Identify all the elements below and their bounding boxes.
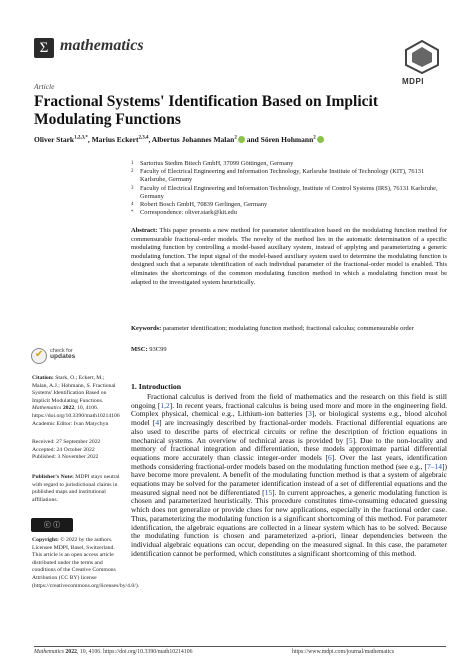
introduction-body xyxy=(131,393,447,558)
citation-label: Citation: xyxy=(32,375,54,381)
publisher-note-text: MDPI stays neutral with regard to jurisdictional claims in published maps and institutional affiliations. xyxy=(32,474,120,503)
affiliation-number: 1 xyxy=(131,161,134,166)
affiliation-item xyxy=(131,201,451,209)
citation-link[interactable]: 6 xyxy=(328,452,332,462)
keywords xyxy=(131,325,447,334)
affiliation-item xyxy=(131,168,451,184)
msc-text: 93C99 xyxy=(149,346,167,353)
publication-dates xyxy=(32,439,120,462)
footer-journal: Mathematics xyxy=(34,649,64,655)
footer-divider xyxy=(34,646,446,647)
copyright xyxy=(32,537,140,590)
author-affiliation-marker: 2,3,4 xyxy=(138,135,149,141)
publisher-note-label: Publisher's Note: xyxy=(32,474,74,480)
footer-citation xyxy=(34,649,193,655)
article-title: Fractional Systems' Identification Based on Implicit Modulating Functions xyxy=(34,93,379,128)
affiliation-item xyxy=(131,160,451,168)
copyright-text: © 2022 by the authors. Licensee MDPI, Basel, Switzerland. This article is an open access article distributed under the terms and conditions of the Creative Commons Attribution (CC BY) license (https://creativecommons.org/licenses/by/4.0/). xyxy=(32,537,140,589)
author-separator: , xyxy=(148,135,152,144)
affiliation-item xyxy=(131,185,451,201)
affiliation-item xyxy=(131,209,451,217)
abstract-label: Abstract: xyxy=(131,227,158,234)
accepted-date: Accepted: 24 October 2022 xyxy=(32,446,95,453)
mdpi-logo-icon xyxy=(404,40,440,74)
published-date: Published: 3 November 2022 xyxy=(32,454,99,461)
section-heading: 1. Introduction xyxy=(131,382,182,391)
citation-link[interactable]: 7–14 xyxy=(427,461,442,471)
bookmark-icon: ✔ xyxy=(35,349,44,360)
publisher-name: MDPI xyxy=(402,77,424,86)
check-for-updates-badge[interactable] xyxy=(31,348,91,366)
author-name[interactable]: Albertus Johannes Malan xyxy=(151,135,235,144)
msc xyxy=(131,346,447,355)
check-updates-text xyxy=(50,348,75,361)
copyright-label: Copyright: xyxy=(32,537,59,543)
affiliation-number: 3 xyxy=(131,185,134,191)
affiliation-text: Faculty of Electrical Engineering and Information Technology, Karlsruhe Institute of Technology (KIT), 76131 Karlsruhe, Germany xyxy=(140,168,425,184)
citation-link[interactable]: 1,2 xyxy=(160,400,170,410)
orcid-icon[interactable] xyxy=(317,136,324,143)
footer-year: 2022 xyxy=(65,649,77,655)
author-name[interactable]: Sören Hohmann xyxy=(260,135,314,144)
cc-by-license-icon[interactable]: ⓒ ⓘ xyxy=(31,518,73,532)
author-separator: , xyxy=(87,135,92,144)
citation-link[interactable]: 15 xyxy=(264,487,273,497)
author-list xyxy=(34,135,454,144)
citation-year: 2022 xyxy=(62,405,75,412)
received-date: Received: 27 September 2022 xyxy=(32,439,101,445)
affiliation-text: Sartorius Stedim Bitech GmbH, 37099 Göttingen, Germany xyxy=(140,160,294,167)
abstract xyxy=(131,227,447,287)
journal-name: mathematics xyxy=(60,37,144,54)
author-separator: and xyxy=(244,135,261,144)
affiliations xyxy=(131,160,451,217)
affiliation-number: 4 xyxy=(131,202,134,208)
journal-logo: Σ xyxy=(34,38,54,58)
citation-link[interactable]: 3 xyxy=(308,409,312,419)
citation-volume[interactable]: , 10, 4106. https://doi.org/10.3390/math10214106 xyxy=(32,405,120,419)
citation-link[interactable]: 4 xyxy=(155,418,160,428)
citation-journal: Mathematics xyxy=(32,405,62,412)
footer-journal-url[interactable]: https://www.mdpi.com/journal/mathematics xyxy=(292,649,395,655)
msc-label: MSC: xyxy=(131,346,148,353)
intro-paragraph: Fractional calculus is derived from the field of mathematics and the research on this field is still ongoing [1,2]. In recent years, fractional calculus is being used more and more in the engineering field. Complex physical, chemical e.g., Lithium-ion batteries [3], or biological systems e.g., blood alcohol model [4] are increasingly described by fractional-order models. Fractional differential equations are also used to describe parts of electrical circuits or refine the description of friction equations in mechanical systems. An overview of technical areas is provided by [5]. Due to the non-locality and memory of fractional integration and differentiation, these models approximate partial differential equations more accurately than classic integer-order models [6]. Over the last years, identification methods considering fractional-order models based on the modulating function method (see e.g., [7–14]) have become more prevalent. A benefit of the modulating function method is that a system of algebraic equations may be solved for the parameter identification instead of a set of differential equations and the measured signal need not be differentiated [15]. In current approaches, a generic modulating function is chosen and parameterized heuristically. This procedure constitutes time-consuming educated guessing which does not generalize or provide clues for new applications, especially in the fractional order case. Thus, parameterizing the modulating function is a significant shortcoming of this method. For parameter identification, the algebraic equations are collected in a linear system which has to be solved. Because the modulating function is chosen and parameterized a-priori, linear dependencies between the individual algebraic equations can occur, depending on the measured signal. In this case, the parameter identification cannot be performed, which constitutes a significant shortcoming of this method. xyxy=(131,392,447,558)
check-line1: check for xyxy=(50,348,73,354)
abstract-text: This paper presents a new method for parameter identification based on the modulating function method for commensurable fractional-order models. The novelty of the method lies in the automatic determination of a specific modulating function by controlling a model-based auxiliary system, instead of applying and parameterizing a generic modulating function. The input signal of the model-based auxiliary system used to determine the modulating function is designed such that a separate identification of each individual parameter of the fractional-order model is enabled. This eliminates the shortcomings of the common modulating function method in which a modulating function must be adapted to the investigated system heuristically. xyxy=(131,227,447,286)
affiliation-text: Faculty of Electrical Engineering and Information Technology, Institute of Control Systems (IRS), 76131 Karlsruhe, Germany xyxy=(140,184,438,200)
author-affiliation-marker: 2 xyxy=(313,135,316,141)
citation-text: Stark, O.; Eckert, M.; Malan, A.J.; Hohmann, S. Fractional Systems' Identification Based on Implicit Modulating Functions. xyxy=(32,375,116,404)
article-type: Article xyxy=(34,82,55,91)
author-affiliation-marker: 2 xyxy=(234,135,237,141)
affiliation-text: Robert Bosch GmbH, 70839 Gerlingen, Germany xyxy=(140,201,268,209)
editor-label: Academic Editor: xyxy=(32,421,73,427)
author-affiliation-marker: 1,2,3,* xyxy=(74,135,88,141)
keywords-text: parameter identification; modulating function method; fractional calculus; commensurable order xyxy=(162,325,414,332)
academic-editor xyxy=(32,421,120,429)
affiliation-text: Correspondence: oliver.stark@kit.edu xyxy=(140,209,237,217)
keywords-label: Keywords: xyxy=(131,325,162,332)
citation-link[interactable]: 5 xyxy=(348,435,353,445)
affiliation-number: 2 xyxy=(131,169,134,175)
publisher-note xyxy=(32,474,120,504)
author-name[interactable]: Marius Eckert xyxy=(91,135,139,144)
footer-doi[interactable]: , 10, 4106. https://doi.org/10.3390/math10214106 xyxy=(77,649,193,655)
check-line2: updates xyxy=(50,353,76,361)
orcid-icon[interactable] xyxy=(238,136,245,143)
editor-name: Ivan Matychyn xyxy=(73,421,109,427)
citation xyxy=(32,375,120,421)
author-name[interactable]: Oliver Stark xyxy=(34,135,75,144)
affiliation-number: * xyxy=(131,210,134,216)
